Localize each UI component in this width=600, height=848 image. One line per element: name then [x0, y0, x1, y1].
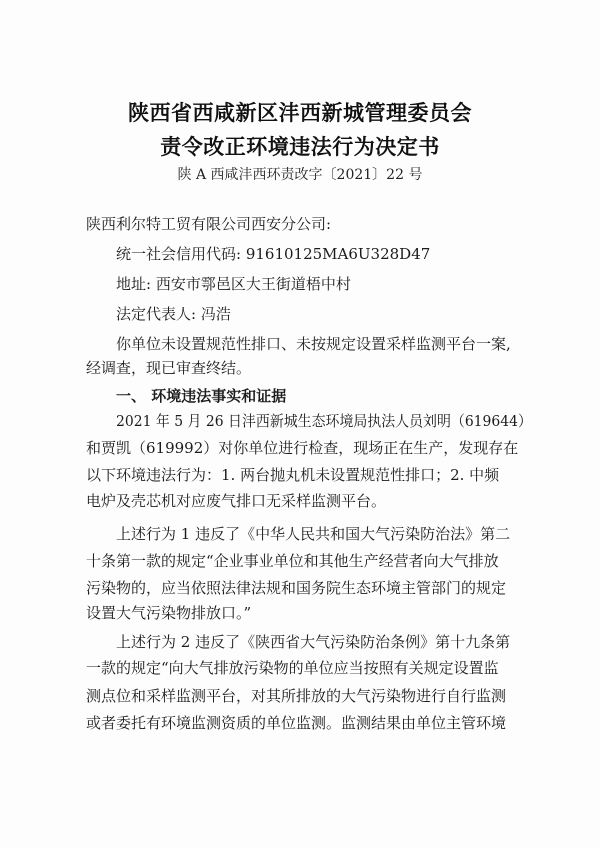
- body-paragraph-line: 或者委托有环境监测资质的单位监测。监测结果由单位主管环境: [86, 714, 507, 732]
- credit-code: 统一社会信用代码: 91610125MA6U328D47: [116, 245, 431, 263]
- recipient-name: 陕西利尔特工贸有限公司西安分公司:: [86, 215, 332, 233]
- body-paragraph-line: 测点位和采样监测平台，对其所排放的大气污染物进行自行监测: [86, 687, 507, 705]
- body-paragraph-line: 你单位未设置规范性排口、未按规定设置采样监测平台一案,: [116, 335, 511, 353]
- body-paragraph-line: 经调查，现已审查终结。: [86, 359, 252, 377]
- document-title-line1: 陕西省西咸新区沣西新城管理委员会: [128, 101, 472, 125]
- document-number: 陕 A 西咸沣西环责改字〔2021〕22 号: [177, 167, 423, 183]
- address: 地址: 西安市鄠邑区大王街道梧中村: [116, 275, 351, 293]
- legal-representative: 法定代表人: 冯浩: [116, 305, 231, 323]
- document-title-line2: 责令改正环境违法行为决定书: [160, 135, 440, 159]
- body-paragraph-line: 和贾凯（619992）对你单位进行检查，现场正在生产，发现存在: [86, 439, 519, 457]
- body-paragraph-line: 设置大气污染物排放口。”: [86, 604, 252, 622]
- body-paragraph-line: 一款的规定“向大气排放污染物的单位应当按照有关规定设置监: [86, 659, 499, 677]
- body-paragraph-line: 电炉及壳芯机对应废气排口无采样监测平台。: [86, 492, 387, 510]
- body-paragraph-line: 污染物的，应当依照法律法规和国务院生态环境主管部门的规定: [86, 579, 507, 597]
- body-paragraph-line: 2021 年 5 月 26 日沣西新城生态环境局执法人员刘明（619644）: [116, 412, 532, 430]
- body-paragraph-line: 上述行为 2 违反了《陕西省大气污染防治条例》第十九条第: [116, 633, 511, 651]
- body-paragraph-line: 上述行为 1 违反了《中华人民共和国大气污染防治法》第二: [116, 525, 511, 543]
- section-heading: 一、 环境违法事实和证据: [116, 387, 287, 405]
- body-paragraph-line: 十条第一款的规定“企业事业单位和其他生产经营者向大气排放: [86, 552, 499, 570]
- body-paragraph-line: 以下环境违法行为：1. 两台抛丸机未设置规范性排口；2. 中频: [86, 466, 500, 484]
